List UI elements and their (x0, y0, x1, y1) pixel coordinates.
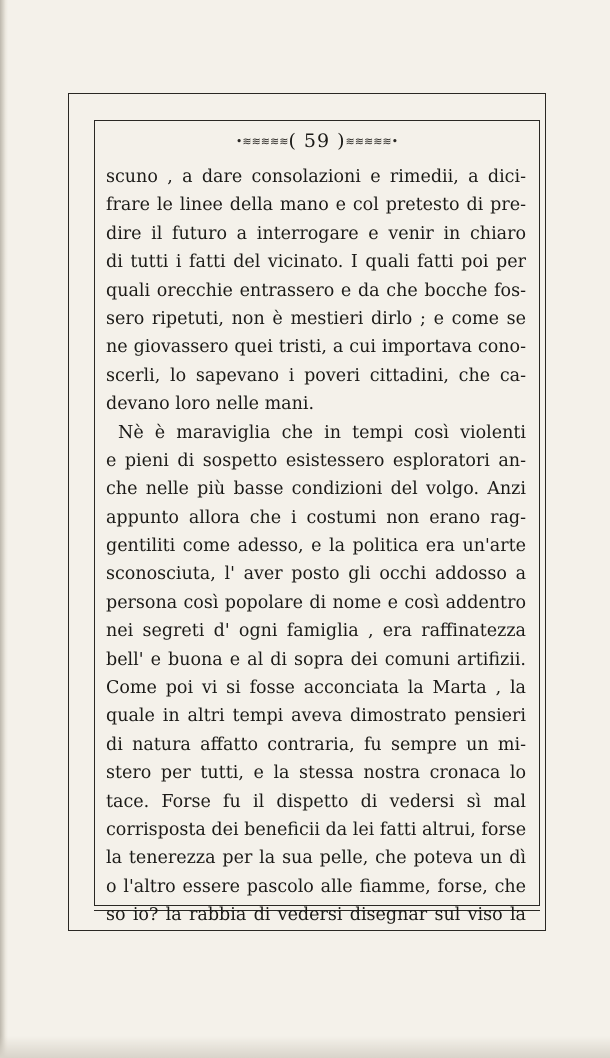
text-line: persona così popolare di nome e così addentro (106, 592, 526, 613)
text-line: appunto allora che i costumi non erano rag- (106, 507, 526, 528)
header-paren-open: ( (288, 130, 304, 152)
text-line: sero ripetuti, non è mestieri dirlo ; e come se (106, 308, 526, 329)
text-line: nei segreti d' ogni famiglia , era raffinatezza (106, 621, 526, 642)
text-line: gentiliti come adesso, e la politica era un'arte (106, 536, 526, 557)
text-line: quale in altri tempi aveva dimostrato pensieri (106, 706, 526, 727)
body-text (106, 163, 526, 930)
page-bottom-shadow (0, 1036, 610, 1058)
text-line: corrisposta dei beneficii da lei fatti altrui, forse (106, 819, 527, 840)
text-line: scerli, lo sapevano i poveri cittadini, che ca- (106, 365, 526, 386)
text-line: di natura affatto contraria, fu sempre un mi- (106, 734, 526, 755)
page-edge-shadow (0, 0, 8, 1058)
text-line: devano loro nelle mani. (106, 394, 315, 415)
text-line: stero per tutti, e la stessa nostra cronaca lo (106, 763, 526, 784)
text-line: quali orecchie entrassero e da che bocche fos- (106, 280, 526, 301)
text-line: di tutti i fatti del vicinato. I quali fatti poi per (106, 252, 526, 273)
paragraph-start-line: Nè è maraviglia che in tempi così violenti (118, 422, 526, 443)
text-line: scuno , a dare consolazioni e rimedii, a dici- (106, 167, 526, 187)
header-ornament-left: •≋≋≋≋≋ (235, 135, 289, 148)
text-line: ne giovassero quei tristi, a cui importava cono- (106, 337, 526, 358)
header-ornament-right: ≋≋≋≋≋• (345, 135, 399, 148)
text-line: frare le linee della mano e col pretesto di pre- (106, 195, 526, 216)
text-line: bell' e buona e al di sopra dei comuni artifizii. (106, 649, 526, 670)
header-paren-close: ) (330, 130, 346, 152)
text-line: dire il futuro a interrogare e venir in chiaro (106, 223, 526, 244)
page-number: 59 (303, 130, 331, 152)
text-line: che nelle più basse condizioni del volgo. Anzi (106, 479, 526, 500)
text-line: Come poi vi si fosse acconciata la Marta , la (106, 678, 526, 699)
text-line: tace. Forse fu il dispetto di vedersi sì mal (106, 791, 526, 812)
text-line: la tenerezza per la sua pelle, che poteva un dì (106, 848, 526, 869)
text-line: o l'altro essere pascolo alle fiamme, forse, che (106, 876, 526, 897)
page-header (94, 128, 540, 155)
text-line: sconosciuta, l' aver posto gli occhi addosso a (106, 564, 526, 585)
text-line: so io? la rabbia di vedersi disegnar sul viso la (106, 905, 526, 926)
text-line: e pieni di sospetto esistessero esploratori an- (106, 450, 526, 471)
